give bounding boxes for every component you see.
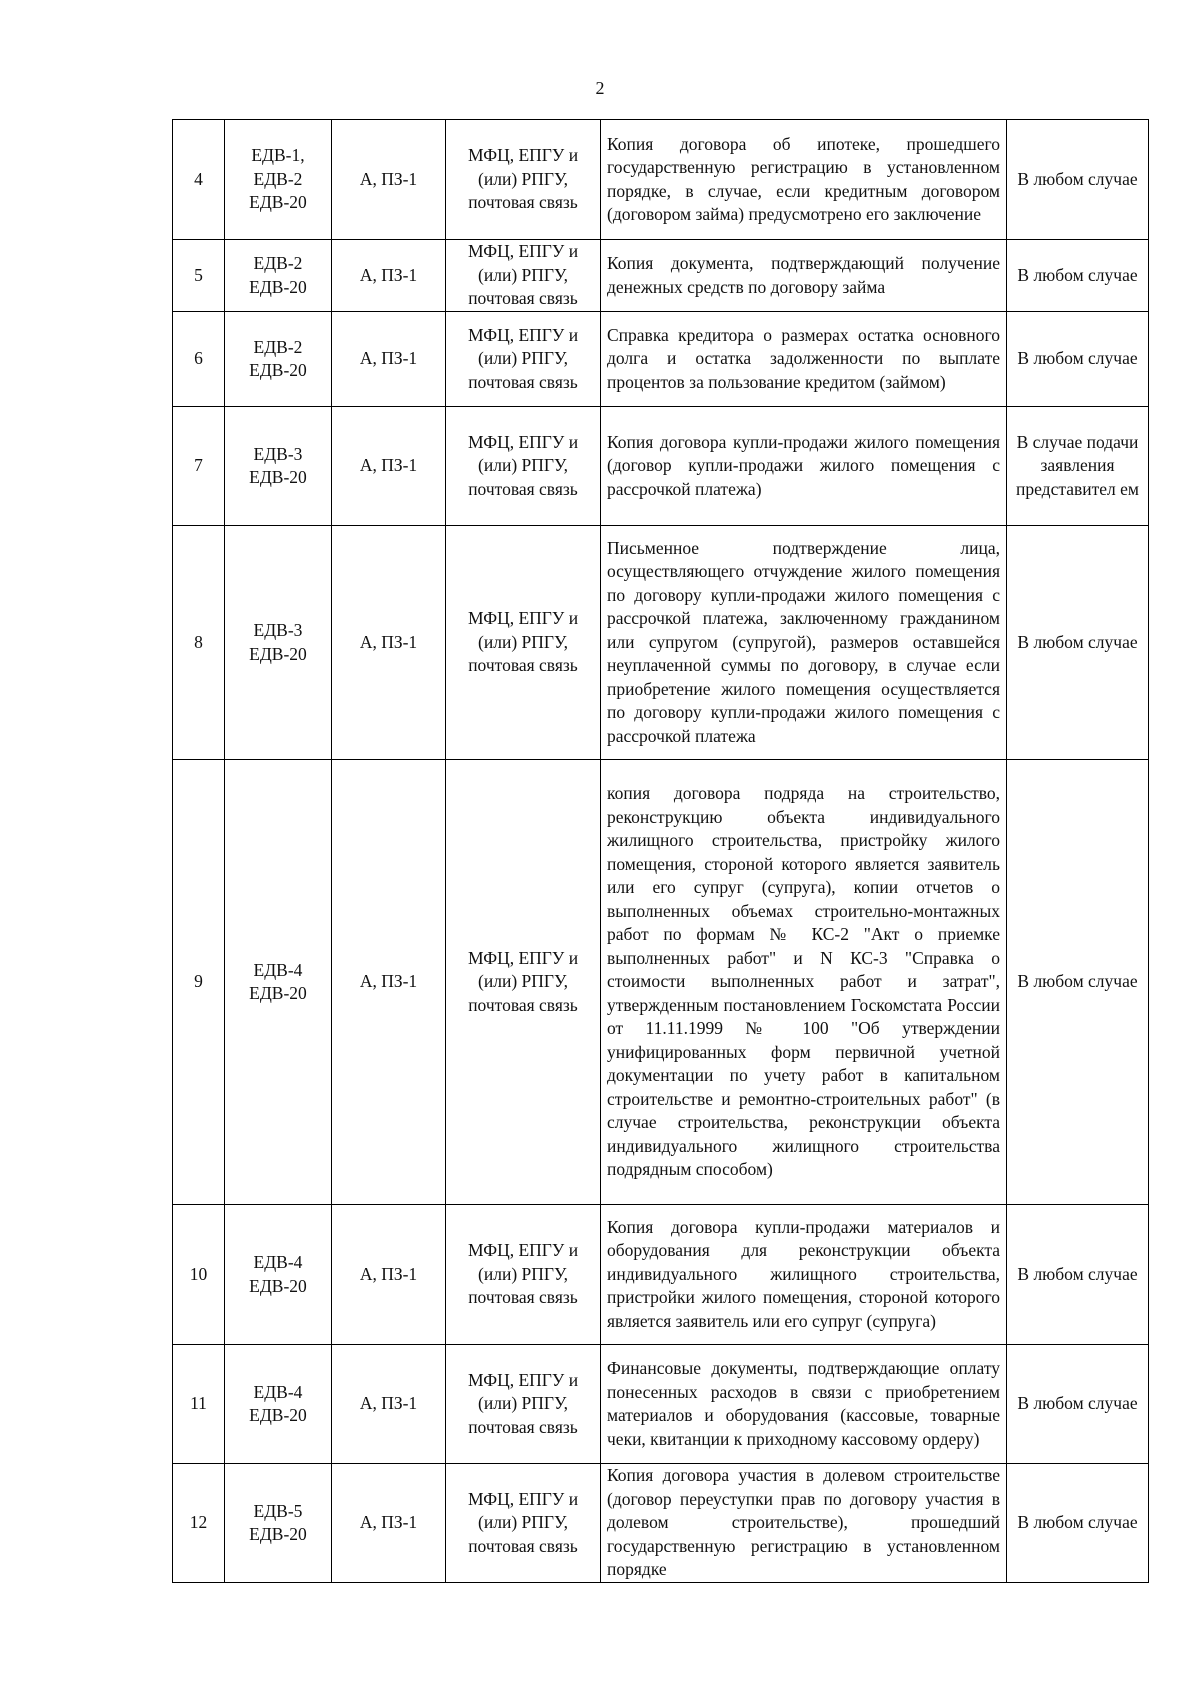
service-code: ЕДВ-2 [253,336,303,357]
submission-channels: МФЦ, ЕПГУ и (или) РПГУ, почтовая связь [446,1345,601,1464]
table-row [173,240,1149,312]
service-code: ЕДВ-20 [249,360,307,380]
submission-channels: МФЦ, ЕПГУ и (или) РПГУ, почтовая связь [446,1464,601,1583]
document-description: Письменное подтверждение лица, осуществляющего отчуждение жилого помещения по договору купли-продажи жилого помещения с рассрочкой платежа, заключенному гражданином или супругом (супругой), размеров оставшейся неуплаченной суммы по договору, в случае если приобретение жилого помещения осуществляется по договору купли-продажи жилого помещения с рассрочкой платежа [601,526,1007,760]
service-code: ЕДВ-20 [249,1275,307,1296]
service-code: ЕДВ-1, [251,145,305,166]
applicant-category: А, ПЗ-1 [332,1345,446,1464]
condition: В любом случае [1007,120,1149,240]
applicant-category: А, ПЗ-1 [332,312,446,407]
condition: В любом случае [1007,312,1149,407]
service-code: ЕДВ-20 [249,1405,307,1425]
documents-table [172,119,1149,1583]
applicant-category: А, ПЗ-1 [332,1205,446,1345]
row-number: 12 [173,1464,225,1583]
condition: В любом случае [1007,526,1149,760]
service-code: ЕДВ-5 [253,1500,303,1521]
document-description: Копия договора об ипотеке, прошедшего государственную регистрацию в установленном порядке, в случае, если кредитным договором (договором займа) предусмотрено его заключение [601,120,1007,240]
condition: В любом случае [1007,1345,1149,1464]
service-code: ЕДВ-20 [249,1524,307,1544]
table-row [173,526,1149,760]
condition: В любом случае [1007,240,1149,312]
table-row [173,760,1149,1205]
applicant-category: А, ПЗ-1 [332,407,446,526]
submission-channels: МФЦ, ЕПГУ и (или) РПГУ, почтовая связь [446,312,601,407]
service-codes [225,312,332,407]
row-number: 11 [173,1345,225,1464]
service-codes [225,240,332,312]
table-row [173,1345,1149,1464]
document-description: Финансовые документы, подтверждающие оплату понесенных расходов в связи с приобретением материалов и оборудования (кассовые, товарные чеки, квитанции к приходному кассовому ордеру) [601,1345,1007,1464]
applicant-category: А, ПЗ-1 [332,1464,446,1583]
applicant-category: А, ПЗ-1 [332,240,446,312]
document-description: копия договора подряда на строительство, реконструкцию объекта индивидуального жилищного строительства, пристройку жилого помещения, стороной которого является заявитель или его супруг (супруга), копии отчетов о выполненных объемах строительно-монтажных работ по формам № КС-2 "Акт о приемке выполненных работ" и N КС-3 "Справка о стоимости выполненных работ и затрат", утвержденным постановлением Госкомстата России от 11.11.1999 № 100 "Об утверждении унифицированных форм первичной учетной документации по учету работ в капитальном строительстве и ремонтно-строительных работ" (в случае строительства, реконструкции объекта индивидуального жилищного строительства подрядным способом) [601,760,1007,1205]
row-number: 7 [173,407,225,526]
row-number: 9 [173,760,225,1205]
document-description: Копия договора купли-продажи материалов и оборудования для реконструкции объекта индивидуального жилищного строительства, пристройки жилого помещения, стороной которого является заявитель или его супруг (супруга) [601,1205,1007,1345]
document-description: Копия договора купли-продажи жилого помещения (договор купли-продажи жилого помещения с рассрочкой платежа) [601,407,1007,526]
document-description: Копия документа, подтверждающий получение денежных средств по договору займа [601,240,1007,312]
row-number: 10 [173,1205,225,1345]
service-codes [225,407,332,526]
service-code: ЕДВ-20 [249,983,307,1003]
document-description: Справка кредитора о размерах остатка основного долга и остатка задолженности по выплате процентов за пользование кредитом (займом) [601,312,1007,407]
service-code: ЕДВ-3 [253,443,303,464]
service-code: ЕДВ-2 [253,168,303,189]
table-row [173,1205,1149,1345]
submission-channels: МФЦ, ЕПГУ и (или) РПГУ, почтовая связь [446,240,601,312]
service-code: ЕДВ-3 [253,620,303,640]
service-codes [225,120,332,240]
service-code: ЕДВ-2 [253,253,303,273]
table-row [173,1464,1149,1583]
service-code: ЕДВ-4 [253,1381,303,1402]
service-codes [225,526,332,760]
applicant-category: А, ПЗ-1 [332,760,446,1205]
applicant-category: А, ПЗ-1 [332,526,446,760]
service-codes [225,760,332,1205]
document-description: Копия договора участия в долевом строительстве (договор переуступки прав по договору участия в долевом строительстве), прошедший государственную регистрацию в установленном порядке [601,1464,1007,1583]
applicant-category: А, ПЗ-1 [332,120,446,240]
service-code: ЕДВ-4 [253,1252,303,1272]
row-number: 5 [173,240,225,312]
table-row [173,312,1149,407]
page-number: 2 [595,78,605,98]
table-row [173,120,1149,240]
service-codes [225,1345,332,1464]
submission-channels: МФЦ, ЕПГУ и (или) РПГУ, почтовая связь [446,526,601,760]
condition: В любом случае [1007,1464,1149,1583]
condition: В любом случае [1007,1205,1149,1345]
row-number: 8 [173,526,225,760]
submission-channels: МФЦ, ЕПГУ и (или) РПГУ, почтовая связь [446,407,601,526]
row-number: 6 [173,312,225,407]
submission-channels: МФЦ, ЕПГУ и (или) РПГУ, почтовая связь [446,760,601,1205]
table-row [173,407,1149,526]
row-number: 4 [173,120,225,240]
service-codes [225,1464,332,1583]
service-code: ЕДВ-20 [249,643,307,664]
service-code: ЕДВ-20 [249,192,307,213]
service-code: ЕДВ-20 [249,467,307,487]
condition: В любом случае [1007,760,1149,1205]
submission-channels: МФЦ, ЕПГУ и (или) РПГУ, почтовая связь [446,1205,601,1345]
service-code: ЕДВ-4 [253,959,303,980]
condition: В случае подачи заявления представител ем [1007,407,1149,526]
service-code: ЕДВ-20 [249,276,307,297]
service-codes [225,1205,332,1345]
submission-channels: МФЦ, ЕПГУ и (или) РПГУ, почтовая связь [446,120,601,240]
